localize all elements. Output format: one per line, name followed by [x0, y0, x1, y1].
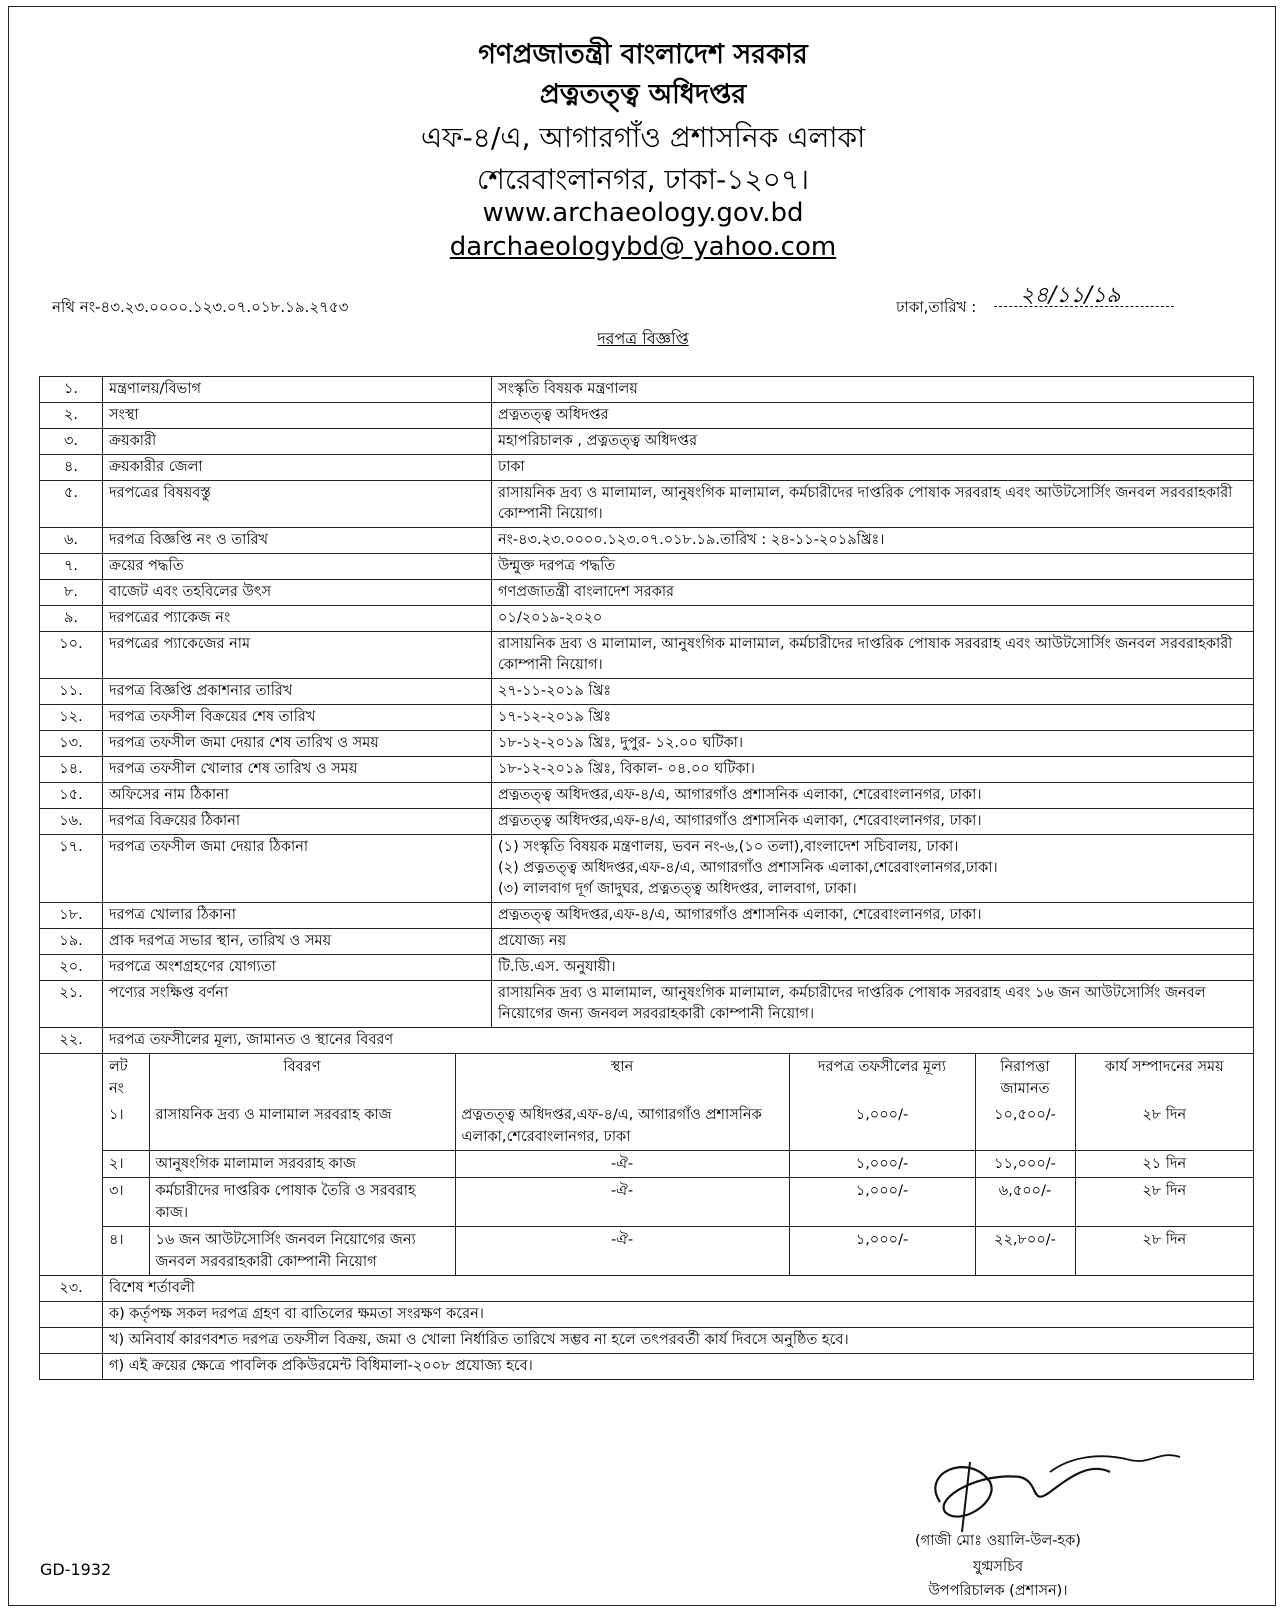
- row-value: গণপ্রজাতন্ত্রী বাংলাদেশ সরকার: [492, 580, 1254, 606]
- address-item: (২) প্রত্নতত্ত্ব অধিদপ্তর,এফ-৪/এ, আগারগাঁও প্রশাসনিক এলাকা,শেরেবাংলানগর,ঢাকা।: [498, 860, 998, 876]
- signatory-title: যুগ্মসচিব: [972, 1559, 1024, 1575]
- row-label: সংস্থা: [103, 403, 492, 429]
- lots-header-row: [103, 1054, 1253, 1102]
- lot-price: ১,০০০/-: [789, 1227, 975, 1276]
- table-row: [40, 835, 1254, 903]
- empty-cell: [40, 1302, 103, 1328]
- row-number: ২.: [40, 403, 103, 429]
- row-label: দরপত্র তফসীল জমা দেয়ার ঠিকানা: [103, 835, 492, 903]
- row-number: ২২.: [40, 1028, 103, 1054]
- row-label: দরপত্র তফসীল খোলার শেষ তারিখ ও সময়: [103, 757, 492, 783]
- table-row: [40, 429, 1254, 455]
- empty-cell: [40, 1354, 103, 1380]
- lot-price: ১,০০০/-: [789, 1102, 975, 1151]
- document-code: GD-1932: [40, 1560, 112, 1579]
- row-value: প্রত্নতত্ত্ব অধিদপ্তর: [492, 403, 1254, 429]
- row-label: প্রাক দরপত্র সভার স্থান, তারিখ ও সময়: [103, 929, 492, 955]
- row-label: মন্ত্রণালয়/বিভাগ: [103, 377, 492, 403]
- lot-row: [103, 1178, 1253, 1227]
- row-value: প্রত্নতত্ত্ব অধিদপ্তর,এফ-৪/এ, আগারগাঁও প্রশাসনিক এলাকা, শেরেবাংলানগর, ঢাকা।: [492, 783, 1254, 809]
- row-number: ৫.: [40, 481, 103, 528]
- address-line-1: এফ-৪/এ, আগারগাঁও প্রশাসনিক এলাকা: [420, 121, 866, 154]
- row-label: দরপত্রের বিষয়বস্তু: [103, 481, 492, 528]
- row-value: ১৭-১২-২০১৯ খ্রিঃ: [492, 705, 1254, 731]
- row-number: ১৬.: [40, 809, 103, 835]
- row-value: প্রত্নতত্ত্ব অধিদপ্তর,এফ-৪/এ, আগারগাঁও প্রশাসনিক এলাকা, শেরেবাংলানগর, ঢাকা।: [492, 809, 1254, 835]
- lot-security: ৬,৫০০/-: [975, 1178, 1075, 1227]
- table-row: [40, 783, 1254, 809]
- lot-row: [103, 1227, 1253, 1276]
- table-row: [40, 606, 1254, 632]
- lot-row: [103, 1151, 1253, 1178]
- row-value: ১৮-১২-২০১৯ খ্রিঃ, বিকাল- ০৪.০০ ঘটিকা।: [492, 757, 1254, 783]
- email-link[interactable]: darchaeologybd@ yahoo.com: [449, 232, 837, 262]
- row-number: ৭.: [40, 554, 103, 580]
- row-number: ১৫.: [40, 783, 103, 809]
- tender-table: [39, 376, 1254, 1380]
- lots-cell: [103, 1054, 1254, 1276]
- row-number: ২০.: [40, 955, 103, 981]
- row-number: ৬.: [40, 528, 103, 554]
- row-label: দরপত্র খোলার ঠিকানা: [103, 903, 492, 929]
- date-value: ২৪/১১/১৯: [1020, 283, 1121, 308]
- row-value: নং-৪৩.২৩.০০০০.১২৩.০৭.০১৮.১৯.তারিখ : ২৪-১১-২০১৯খ্রিঃ।: [492, 528, 1254, 554]
- lot-security: ১১,০০০/-: [975, 1151, 1075, 1178]
- table-row: [40, 403, 1254, 429]
- row-value: প্রত্নতত্ত্ব অধিদপ্তর,এফ-৪/এ, আগারগাঁও প্রশাসনিক এলাকা, শেরেবাংলানগর, ঢাকা।: [492, 903, 1254, 929]
- empty-cell: [40, 1328, 103, 1354]
- memo-number: নথি নং-৪৩.২৩.০০০০.১২৩.০৭.০১৮.১৯.২৭৫৩: [52, 298, 349, 316]
- term-text: ক) কর্তৃপক্ষ সকল দরপত্র গ্রহণ বা বাতিলের ক্ষমতা সংরক্ষণ করেন।: [103, 1302, 1254, 1328]
- lot-number: ১।: [103, 1102, 149, 1151]
- row-number: ১.: [40, 377, 103, 403]
- row-number: ১৩.: [40, 731, 103, 757]
- lot-price: ১,০০০/-: [789, 1151, 975, 1178]
- row-label: ক্রয়কারী: [103, 429, 492, 455]
- lot-number: ২।: [103, 1151, 149, 1178]
- row-label: দরপত্রের প্যাকেজ নং: [103, 606, 492, 632]
- lot-place: -ঐ-: [455, 1227, 789, 1276]
- row-number: ২৩.: [40, 1276, 103, 1302]
- row-number: ৩.: [40, 429, 103, 455]
- row-number: ৮.: [40, 580, 103, 606]
- header-desc: বিবরণ: [149, 1054, 455, 1102]
- website-link[interactable]: www.archaeology.gov.bd: [482, 198, 804, 228]
- lot-description: রাসায়নিক দ্রব্য ও মালামাল সরবরাহ কাজ: [149, 1102, 455, 1151]
- row-number: ৪.: [40, 455, 103, 481]
- term-text: গ) এই ক্রয়ের ক্ষেত্রে পাবলিক প্রকিউরমেন্ট বিধিমালা-২০০৮ প্রযোজ্য হবে।: [103, 1354, 1254, 1380]
- lot-place: -ঐ-: [455, 1151, 789, 1178]
- row-label: দরপত্র তফসীল বিক্রয়ের শেষ তারিখ: [103, 705, 492, 731]
- row-value: উন্মুক্ত দরপত্র পদ্ধতি: [492, 554, 1254, 580]
- lot-place: -ঐ-: [455, 1178, 789, 1227]
- row-label: ক্রয়কারীর জেলা: [103, 455, 492, 481]
- date-label: ঢাকা,তারিখ :: [896, 298, 977, 316]
- row-value: ১৮-১২-২০১৯ খ্রিঃ, দুপুর- ১২.০০ ঘটিকা।: [492, 731, 1254, 757]
- empty-cell: [40, 1054, 103, 1276]
- lot-time: ২৮ দিন: [1075, 1227, 1253, 1276]
- table-row: [40, 903, 1254, 929]
- row-label: দরপত্রের প্যাকেজের নাম: [103, 632, 492, 679]
- lot-description: কর্মচারীদের দাপ্তরিক পোষাক তৈরি ও সরবরাহ কাজ।: [149, 1178, 455, 1227]
- row-value: ২৭-১১-২০১৯ খ্রিঃ: [492, 679, 1254, 705]
- header-place: স্থান: [455, 1054, 789, 1102]
- table-row: [40, 809, 1254, 835]
- header-time: কার্য সম্পাদনের সময়: [1075, 1054, 1253, 1102]
- table-row: [40, 554, 1254, 580]
- term-text: খ) অনিবার্য কারণবশত দরপত্র তফসীল বিক্রয়, জমা ও খোলা নির্ধারিত তারিখে সম্ভব না হলে তৎপরবর্তী কার্য দিবসে অনুষ্ঠিত হবে।: [103, 1328, 1254, 1354]
- row-label: ক্রয়ের পদ্ধতি: [103, 554, 492, 580]
- lot-number: ৪।: [103, 1227, 149, 1276]
- header-price: দরপত্র তফসীলের মূল্য: [789, 1054, 975, 1102]
- row-value: রাসায়নিক দ্রব্য ও মালামাল, আনুষংগিক মালামাল, কর্মচারীদের দাপ্তরিক পোষাক সরবরাহ এবং ১৬ জন আউটসোর্সিং জনবল নিয়োগের জন্য জনবল সরবরাহকারী কোম্পানী নিয়োগ।: [492, 981, 1254, 1028]
- row-number: ৯.: [40, 606, 103, 632]
- row-number: ১৯.: [40, 929, 103, 955]
- row-label: বিশেষ শর্তাবলী: [103, 1276, 1254, 1302]
- signatory-name: (গাজী মোঃ ওয়ালি-উল-হক): [915, 1533, 1081, 1549]
- row-label: পণ্যের সংক্ষিপ্ত বর্ণনা: [103, 981, 492, 1028]
- table-row: [40, 1028, 1254, 1054]
- row-value: সংস্কৃতি বিষয়ক মন্ত্রণালয়: [492, 377, 1254, 403]
- row-label: দরপত্র বিক্রয়ের ঠিকানা: [103, 809, 492, 835]
- gov-title: গণপ্রজাতন্ত্রী বাংলাদেশ সরকার: [478, 39, 808, 70]
- table-row: [40, 705, 1254, 731]
- lot-number: ৩।: [103, 1178, 149, 1227]
- row-number: ১০.: [40, 632, 103, 679]
- table-row: [40, 481, 1254, 528]
- row-number: ১১.: [40, 679, 103, 705]
- row-label: দরপত্র তফসীলের মূল্য, জামানত ও স্থানের বিবরণ: [103, 1028, 1254, 1054]
- department-title: প্রত্নতত্ত্ব অধিদপ্তর: [539, 79, 747, 110]
- notice-title: দরপত্র বিজ্ঞপ্তি: [597, 329, 689, 348]
- row-label: দরপত্রে অংশগ্রহণের যোগ্যতা: [103, 955, 492, 981]
- row-label: দরপত্র বিজ্ঞপ্তি নং ও তারিখ: [103, 528, 492, 554]
- address-item: (১) সংস্কৃতি বিষয়ক মন্ত্রণালয়, ভবন নং-৬,(১০ তলা),বাংলাদেশ সচিবালয়, ঢাকা।: [498, 839, 959, 855]
- lot-time: ২৮ দিন: [1075, 1178, 1253, 1227]
- row-value: [492, 835, 1254, 903]
- table-row: [40, 455, 1254, 481]
- lot-time: ২১ দিন: [1075, 1151, 1253, 1178]
- row-value: ০১/২০১৯-২০২০: [492, 606, 1254, 632]
- table-row: [40, 981, 1254, 1028]
- table-row: [40, 580, 1254, 606]
- header-lot: লট নং: [103, 1054, 149, 1102]
- lot-description: ১৬ জন আউটসোর্সিং জনবল নিয়োগের জন্য জনবল সরবরাহকারী কোম্পানী নিয়োগ: [149, 1227, 455, 1276]
- row-number: ২১.: [40, 981, 103, 1028]
- row-value: প্রযোজ্য নয়: [492, 929, 1254, 955]
- row-value: ঢাকা: [492, 455, 1254, 481]
- table-row: [40, 632, 1254, 679]
- lot-description: আনুষংগিক মালামাল সরবরাহ কাজ: [149, 1151, 455, 1178]
- table-row: [40, 1276, 1254, 1302]
- address-item: (৩) লালবাগ দূর্গ জাদুঘর, প্রত্নতত্ত্ব অধিদপ্তর, লালবাগ, ঢাকা।: [498, 881, 857, 897]
- row-label: দরপত্র বিজ্ঞপ্তি প্রকাশনার তারিখ: [103, 679, 492, 705]
- lots-row: [40, 1054, 1254, 1276]
- term-row: [40, 1302, 1254, 1328]
- table-row: [40, 929, 1254, 955]
- header-security: নিরাপত্তা জামানত: [975, 1054, 1075, 1102]
- row-number: ১৮.: [40, 903, 103, 929]
- lot-row: [103, 1102, 1253, 1151]
- table-row: [40, 757, 1254, 783]
- table-row: [40, 528, 1254, 554]
- row-value: মহাপরিচালক , প্রত্নতত্ত্ব অধিদপ্তর: [492, 429, 1254, 455]
- row-value: টি.ডি.এস. অনুযায়ী।: [492, 955, 1254, 981]
- lot-security: ২২,৮০০/-: [975, 1227, 1075, 1276]
- row-number: ১২.: [40, 705, 103, 731]
- row-number: ১৭.: [40, 835, 103, 903]
- signatory-designation: উপপরিচালক (প্রশাসন)।: [928, 1583, 1068, 1599]
- row-value: রাসায়নিক দ্রব্য ও মালামাল, আনুষংগিক মালামাল, কর্মচারীদের দাপ্তরিক পোষাক সরবরাহ এবং আউটসোর্সিং জনবল সরবরাহকারী কোম্পানী নিয়োগ।: [492, 481, 1254, 528]
- table-row: [40, 679, 1254, 705]
- lot-time: ২৮ দিন: [1075, 1102, 1253, 1151]
- lot-price: ১,০০০/-: [789, 1178, 975, 1227]
- row-number: ১৪.: [40, 757, 103, 783]
- row-label: দরপত্র তফসীল জমা দেয়ার শেষ তারিখ ও সময়: [103, 731, 492, 757]
- table-row: [40, 377, 1254, 403]
- table-row: [40, 955, 1254, 981]
- lots-table: [103, 1054, 1253, 1275]
- lot-place: প্রত্নতত্ত্ব অধিদপ্তর,এফ-৪/এ, আগারগাঁও প্রশাসনিক এলাকা,শেরেবাংলানগর, ঢাকা: [455, 1102, 789, 1151]
- term-row: [40, 1354, 1254, 1380]
- lot-security: ১০,৫০০/-: [975, 1102, 1075, 1151]
- address-line-2: শেরেবাংলানগর, ঢাকা-১২০৭।: [476, 163, 810, 196]
- term-row: [40, 1328, 1254, 1354]
- row-value: রাসায়নিক দ্রব্য ও মালামাল, আনুষংগিক মালামাল, কর্মচারীদের দাপ্তরিক পোষাক সরবরাহ এবং আউটসোর্সিং জনবল সরবরাহকারী কোম্পানী নিয়োগ।: [492, 632, 1254, 679]
- row-label: বাজেট এবং তহবিলের উৎস: [103, 580, 492, 606]
- row-label: অফিসের নাম ঠিকানা: [103, 783, 492, 809]
- table-row: [40, 731, 1254, 757]
